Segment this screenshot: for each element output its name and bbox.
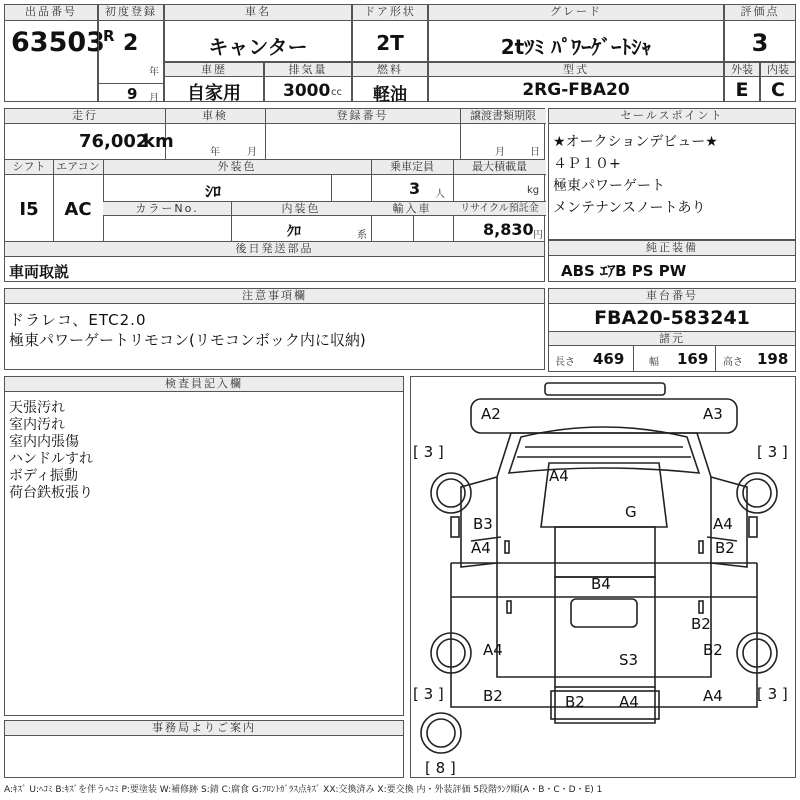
recycle-fee: 8,830 [483, 220, 534, 239]
inspector-line: 室内内張傷 [9, 434, 79, 450]
chassis-box [548, 288, 796, 372]
history: 自家用 [187, 83, 241, 104]
capacity-label: 乗車定員 [371, 160, 453, 175]
import-label: 輸入車 [371, 202, 453, 216]
sales-points-box [548, 108, 796, 240]
air-conditioner: AC [64, 199, 92, 220]
width: 169 [677, 350, 709, 368]
shift-label: シフト [5, 160, 53, 175]
tire-tread: [ 3 ] [413, 685, 444, 703]
sales-point-line: メンテナンスノートあり [553, 200, 706, 216]
later-parts-label: 後日発送部品 [5, 242, 544, 257]
interior-color-label: 内装色 [231, 202, 371, 216]
damage-mark: B3 [473, 515, 493, 533]
length-label: 長さ [555, 357, 575, 368]
displacement: 3000 [283, 81, 331, 101]
interior-grade-box [760, 62, 796, 102]
body-color: ｼﾛ [205, 182, 222, 201]
exterior-grade-box [724, 62, 760, 102]
sales-points-label: セールスポイント [549, 109, 795, 124]
fuel-label: 燃料 [353, 63, 427, 77]
inspector-line: ハンドルすれ [9, 451, 93, 467]
width-label: 幅 [649, 357, 659, 368]
model: 2RG-FBA20 [522, 80, 630, 100]
damage-mark: B2 [565, 693, 585, 711]
month-unit: 月 [149, 93, 159, 104]
inspection-label: 車検 [165, 109, 265, 124]
first-reg-year: 2 [123, 31, 139, 56]
spec-label: 諸元 [549, 331, 795, 346]
inspector-label: 検査員記入欄 [5, 377, 403, 392]
history-label: 車歴 [165, 63, 263, 77]
legend: A:ｷｽﾞ U:ﾍｺﾐ B:ｷｽﾞを伴うﾍｺﾐ P:要塗装 W:補修跡 S:錆 C:腐食 G:ﾌﾛﾝﾄｶﾞﾗｽ点ｷｽﾞ XX:交換済み X:要交換 内・外装評価 5段階ﾗﾝｸ順(A・B・C・D・E) 1 [4, 785, 603, 795]
car-name-box [164, 4, 352, 62]
score: 3 [751, 29, 769, 57]
payload-unit: kg [527, 185, 540, 196]
transfer-label: 譲渡書類期限 [460, 109, 546, 124]
inspector-line: 荷台鉄板張り [9, 485, 93, 501]
color-number-label: カラーNo. [103, 202, 231, 216]
payload-label: 最大積載量 [453, 160, 546, 175]
interior-label: 内装 [761, 63, 795, 77]
fuel-box [352, 62, 428, 105]
damage-diagram [410, 376, 796, 778]
grade-label: グレード [429, 5, 723, 21]
displacement-unit: cc [331, 87, 342, 98]
year-unit: 年 [149, 67, 159, 78]
equipment-label: 純正装備 [549, 241, 795, 256]
plate-label: 登録番号 [265, 109, 460, 124]
office-label: 事務局よりご案内 [5, 721, 403, 736]
capacity: 3 [409, 179, 421, 198]
car-name-label: 車名 [165, 5, 351, 21]
inspector-line: ボディ振動 [9, 468, 78, 484]
length: 469 [593, 350, 625, 368]
recycle-unit: 円 [533, 230, 543, 241]
inspector-box [4, 376, 404, 716]
damage-mark: A4 [619, 693, 639, 711]
mileage: 76,002 [79, 131, 149, 152]
first-registration-label: 初度登録 [99, 5, 163, 21]
first-reg-month: 9 [127, 85, 138, 103]
fuel: 軽油 [373, 85, 407, 105]
exterior-grade: E [735, 79, 749, 101]
inspector-line: 天張汚れ [9, 400, 65, 416]
mileage-label: 走行 [5, 109, 165, 124]
displacement-box [264, 62, 352, 102]
notes-label: 注意事項欄 [5, 289, 544, 304]
damage-mark: B4 [591, 575, 611, 593]
damage-mark: S3 [619, 651, 639, 669]
interior-color-unit: 系 [357, 230, 367, 241]
history-box [164, 62, 264, 102]
shift: I5 [19, 199, 39, 220]
transfer-month-unit: 月 [495, 147, 505, 158]
interior-grade: C [771, 79, 785, 101]
inspector-line: 室内汚れ [9, 417, 65, 433]
door-label: ドア形状 [353, 5, 427, 21]
sales-point-line: ★オークションデビュー★ [553, 134, 718, 150]
tire-tread: [ 3 ] [413, 443, 444, 461]
tire-tread: [ 3 ] [757, 443, 788, 461]
inspection-month-unit: 月 [247, 147, 257, 158]
chassis-number: FBA20-583241 [594, 307, 750, 329]
vehicle-info-block [4, 108, 545, 282]
color-label: 外装色 [103, 160, 371, 175]
model-box [428, 62, 724, 102]
sales-point-line: 極東パワーゲート [553, 178, 665, 194]
lot-number: 63503 [11, 27, 105, 58]
note-line: ドラレコ、ETC2.0 [9, 311, 147, 329]
equipment: ABS ｴｱB PS PW [561, 262, 687, 280]
grade-box [428, 4, 724, 62]
chassis-label: 車台番号 [549, 289, 795, 304]
door-type: 2T [376, 31, 404, 55]
damage-mark: A4 [703, 687, 723, 705]
model-label: 型式 [429, 63, 723, 77]
inspection-year-unit: 年 [210, 147, 220, 158]
score-box [724, 4, 796, 62]
interior-color: ｸﾛ [287, 224, 301, 240]
damage-mark: A4 [549, 467, 569, 485]
damage-mark: A4 [483, 641, 503, 659]
damage-mark: A4 [713, 515, 733, 533]
truck-outline [411, 377, 797, 779]
notes-box [4, 288, 545, 370]
displacement-label: 排気量 [265, 63, 351, 77]
score-label: 評価点 [725, 5, 795, 21]
first-registration-box [98, 4, 164, 102]
damage-mark: A4 [471, 539, 491, 557]
lot-number-box [4, 4, 105, 102]
later-parts: 車両取説 [9, 263, 70, 281]
damage-mark: B2 [715, 539, 735, 557]
sales-point-line: ４Ｐ１０+ [553, 156, 621, 172]
height: 198 [757, 350, 789, 368]
note-line: 極東パワーゲートリモコン(リモコンボック内に収納) [9, 331, 366, 349]
car-name: キャンター [208, 35, 308, 59]
office-box [4, 720, 404, 778]
damage-mark: A3 [703, 405, 723, 423]
grade: 2tﾂﾐ ﾊﾟﾜｰｹﾞｰﾄｼｬ [500, 35, 652, 59]
damage-mark: B2 [483, 687, 503, 705]
exterior-label: 外装 [725, 63, 759, 77]
damage-mark: B2 [703, 641, 723, 659]
tire-tread: [ 3 ] [757, 685, 788, 703]
height-label: 高さ [723, 357, 743, 368]
recycle-label: リサイクル預託金 [453, 202, 546, 216]
mileage-unit: km [143, 131, 174, 152]
equipment-box [548, 240, 796, 282]
tire-tread: [ 8 ] [425, 759, 456, 777]
transfer-day-unit: 日 [530, 147, 540, 158]
lot-number-label: 出品番号 [5, 5, 97, 21]
door-box [352, 4, 428, 62]
ac-label: エアコン [53, 160, 103, 175]
damage-mark: A2 [481, 405, 501, 423]
damage-mark: G [625, 503, 637, 521]
capacity-unit: 人 [435, 189, 445, 200]
damage-mark: B2 [691, 615, 711, 633]
era: R [103, 27, 115, 45]
